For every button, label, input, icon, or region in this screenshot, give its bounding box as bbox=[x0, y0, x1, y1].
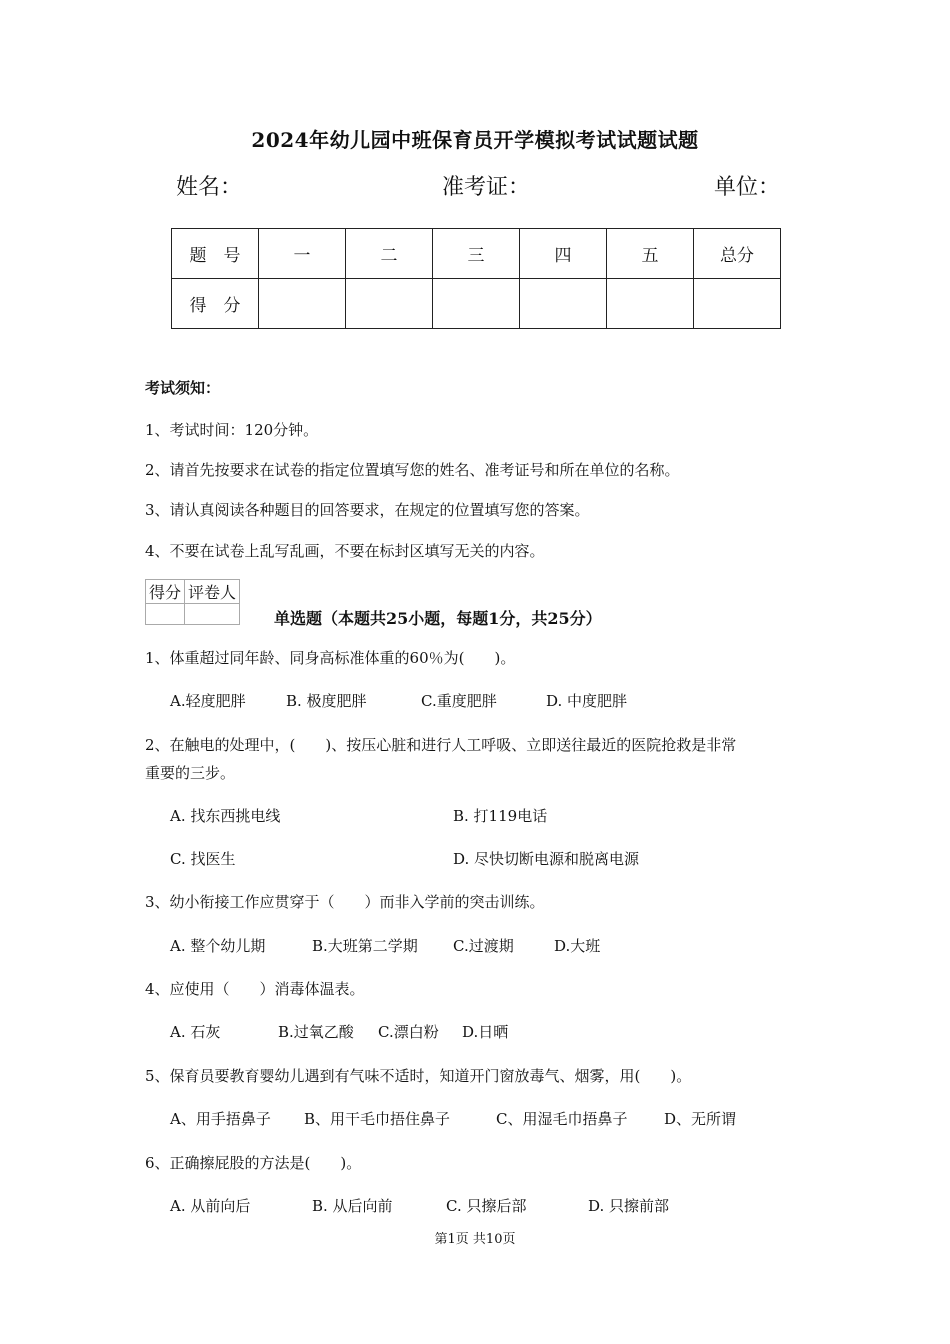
question-option[interactable]: B.过氧乙酸 bbox=[278, 1023, 354, 1041]
notice-heading: 考试须知： bbox=[145, 379, 221, 397]
question-stem: 3、幼小衔接工作应贯穿于（ ）而非入学前的突击训练。 bbox=[145, 893, 545, 911]
question-option[interactable]: D. 只擦前部 bbox=[588, 1197, 670, 1215]
grader-box bbox=[145, 579, 240, 625]
question-option[interactable]: A. 找东西挑电线 bbox=[170, 807, 281, 825]
question-option[interactable]: A. 从前向后 bbox=[170, 1197, 251, 1215]
question-stem: 5、保育员要教育婴幼儿遇到有气味不适时，知道开门窗放毒气、烟雾，用( )。 bbox=[145, 1067, 692, 1085]
score-cell[interactable] bbox=[694, 279, 781, 329]
question-stem: 2、在触电的处理中，( )、按压心脏和进行人工呼吸、立即送往最近的医院抢救是非常 bbox=[145, 736, 737, 754]
score-cell[interactable] bbox=[346, 279, 433, 329]
score-header-cell: 二 bbox=[346, 229, 433, 279]
question-option[interactable]: D、无所谓 bbox=[664, 1110, 737, 1128]
question-option[interactable]: B. 从后向前 bbox=[312, 1197, 393, 1215]
grader-reviewer-cell[interactable] bbox=[185, 604, 240, 625]
question-option[interactable]: A.轻度肥胖 bbox=[170, 692, 246, 710]
score-table bbox=[171, 228, 781, 329]
name-field-label: 姓名： bbox=[176, 175, 243, 200]
grader-score-cell[interactable] bbox=[146, 604, 185, 625]
notice-item: 3、请认真阅读各种题目的回答要求，在规定的位置填写您的答案。 bbox=[145, 501, 590, 519]
question-stem: 1、体重超过同年龄、同身高标准体重的60％为( )。 bbox=[145, 649, 516, 667]
grader-reviewer-label: 评卷人 bbox=[185, 580, 240, 604]
notice-item: 4、不要在试卷上乱写乱画，不要在标封区填写无关的内容。 bbox=[145, 542, 545, 560]
question-option[interactable]: A. 石灰 bbox=[170, 1023, 221, 1041]
question-option[interactable]: B. 打119电话 bbox=[453, 807, 548, 825]
score-table-header-row bbox=[172, 229, 781, 279]
notice-item: 2、请首先按要求在试卷的指定位置填写您的姓名、准考证号和所在单位的名称。 bbox=[145, 461, 680, 479]
score-header-cell: 五 bbox=[607, 229, 694, 279]
question-option[interactable]: B、用干毛巾捂住鼻子 bbox=[304, 1110, 451, 1128]
question-option[interactable]: C. 找医生 bbox=[170, 850, 236, 868]
page-title: 2024年幼儿园中班保育员开学模拟考试试题试题 bbox=[251, 128, 699, 152]
question-option[interactable]: D. 中度肥胖 bbox=[546, 692, 628, 710]
question-option[interactable]: C、用湿毛巾捂鼻子 bbox=[496, 1110, 628, 1128]
question-stem: 6、正确擦屁股的方法是( )。 bbox=[145, 1154, 362, 1172]
question-option[interactable]: D. 尽快切断电源和脱离电源 bbox=[453, 850, 640, 868]
question-stem: 4、应使用（ ）消毒体温表。 bbox=[145, 980, 365, 998]
question-option[interactable]: A. 整个幼儿期 bbox=[170, 937, 266, 955]
score-cell[interactable] bbox=[259, 279, 346, 329]
question-option[interactable]: C.过渡期 bbox=[453, 937, 514, 955]
question-option[interactable]: C. 只擦后部 bbox=[446, 1197, 527, 1215]
score-row-label: 得 分 bbox=[172, 279, 259, 329]
score-header-cell: 一 bbox=[259, 229, 346, 279]
candidate-fields bbox=[176, 170, 780, 202]
score-header-cell: 四 bbox=[520, 229, 607, 279]
unit-field-label: 单位： bbox=[713, 175, 780, 200]
question-option[interactable]: C.漂白粉 bbox=[378, 1023, 439, 1041]
exam-id-field-label: 准考证： bbox=[442, 175, 531, 200]
score-header-cell: 题 号 bbox=[172, 229, 259, 279]
question-option[interactable]: B. 极度肥胖 bbox=[286, 692, 367, 710]
question-option[interactable]: D.大班 bbox=[554, 937, 601, 955]
question-option[interactable]: D.日晒 bbox=[462, 1023, 509, 1041]
question-option[interactable]: B.大班第二学期 bbox=[312, 937, 418, 955]
question-stem-continuation: 重要的三步。 bbox=[145, 764, 236, 782]
grader-score-label: 得分 bbox=[146, 580, 185, 604]
score-cell[interactable] bbox=[520, 279, 607, 329]
question-option[interactable]: C.重度肥胖 bbox=[421, 692, 497, 710]
page-footer: 第1页 共10页 bbox=[434, 1232, 516, 1247]
section-title: 单选题（本题共25小题，每题1分，共25分） bbox=[274, 609, 602, 628]
score-cell[interactable] bbox=[607, 279, 694, 329]
question-option[interactable]: A、用手捂鼻子 bbox=[170, 1110, 271, 1128]
notice-item: 1、考试时间：120分钟。 bbox=[145, 421, 319, 439]
score-header-cell: 总分 bbox=[694, 229, 781, 279]
score-header-cell: 三 bbox=[433, 229, 520, 279]
score-table-score-row bbox=[172, 279, 781, 329]
score-cell[interactable] bbox=[433, 279, 520, 329]
